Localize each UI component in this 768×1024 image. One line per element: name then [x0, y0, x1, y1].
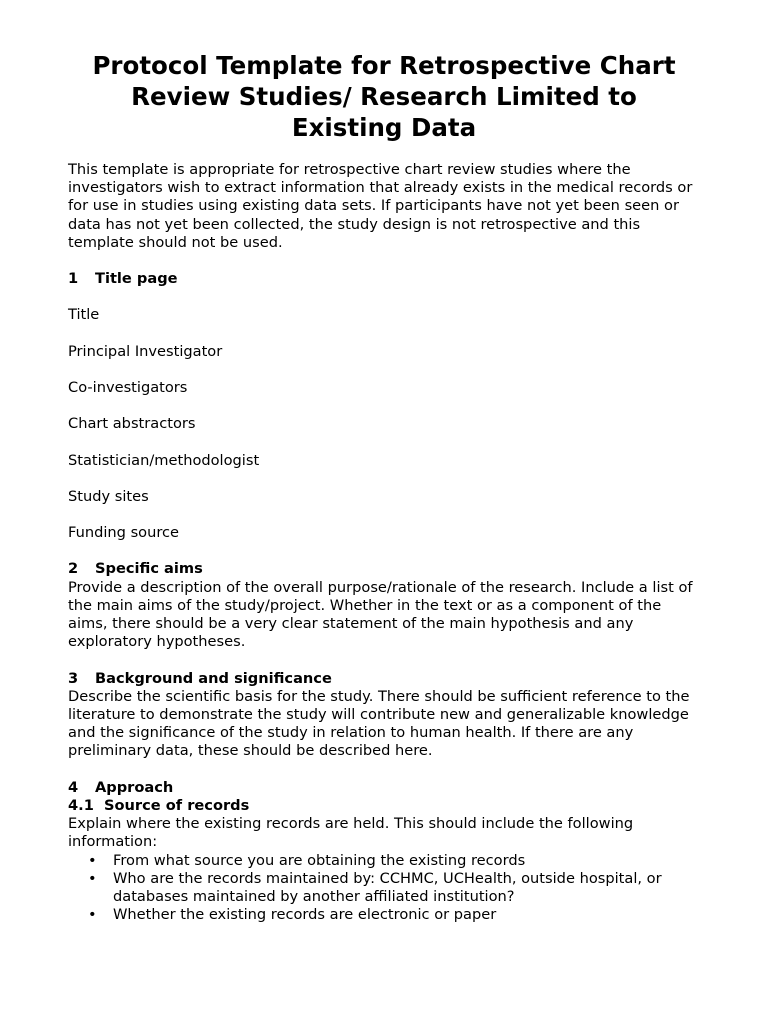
section-2-number: 2	[68, 560, 79, 578]
document-title: Protocol Template for Retrospective Chart Review Studies/ Research Limited to Existing Data	[92, 51, 676, 142]
bullet-icon: •	[88, 869, 97, 887]
list-item	[68, 870, 700, 906]
section-1-number: 1	[68, 270, 79, 288]
field-statistician: Statistician/methodologist	[68, 451, 260, 469]
section-2-title: Specific aims	[95, 560, 203, 578]
bullet-icon: •	[88, 906, 97, 924]
section-4-title: Approach	[95, 778, 174, 796]
field-principal-investigator: Principal Investigator	[68, 342, 223, 360]
list-item-text: Whether the existing records are electronic or paper	[113, 906, 497, 924]
intro-paragraph: This template is appropriate for retrospective chart review studies where the investigators wish to extract information that already exists in the medical records or for use in studies using existing data sets. If participants have not yet been seen or data has not yet been collected, the study design is not retrospective and this template should not be used.	[68, 161, 693, 251]
subsection-4-1-heading	[68, 797, 700, 815]
list-item-text: Who are the records maintained by: CCHMC, UCHealth, outside hospital, or databases maintained by another affiliated institution?	[113, 869, 662, 905]
section-3-heading	[68, 670, 700, 688]
subsection-4-1-number: 4.1	[68, 796, 94, 814]
source-records-list	[68, 852, 700, 925]
section-3-body: Describe the scientific basis for the study. There should be sufficient reference to the literature to demonstrate the study will contribute new and generalizable knowledge and the significance of the study in relation to human health. If there are any preliminary data, these should be described here.	[68, 687, 690, 760]
subsection-4-1-body: Explain where the existing records are held. This should include the following information:	[68, 815, 634, 851]
section-1-heading	[68, 270, 700, 288]
section-4-heading	[68, 779, 700, 797]
field-chart-abstractors: Chart abstractors	[68, 415, 196, 433]
section-4-number: 4	[68, 778, 79, 796]
subsection-4-1-title: Source of records	[104, 796, 250, 814]
field-study-sites: Study sites	[68, 487, 149, 505]
field-title: Title	[68, 306, 100, 324]
field-funding-source: Funding source	[68, 524, 180, 542]
section-1-title: Title page	[95, 270, 178, 288]
section-2-heading	[68, 560, 700, 578]
list-item	[68, 906, 700, 924]
field-co-investigators: Co-investigators	[68, 379, 188, 396]
section-3-title: Background and significance	[95, 669, 332, 687]
section-3-number: 3	[68, 669, 79, 687]
list-item	[68, 852, 700, 870]
section-2-body: Provide a description of the overall purpose/rationale of the research. Include a list of the main aims of the study/project. Whether in the text or as a component of the aims, there should be a very clear statement of the main hypothesis and any exploratory hypotheses.	[68, 578, 693, 651]
list-item-text: From what source you are obtaining the existing records	[113, 851, 526, 869]
bullet-icon: •	[88, 851, 97, 869]
